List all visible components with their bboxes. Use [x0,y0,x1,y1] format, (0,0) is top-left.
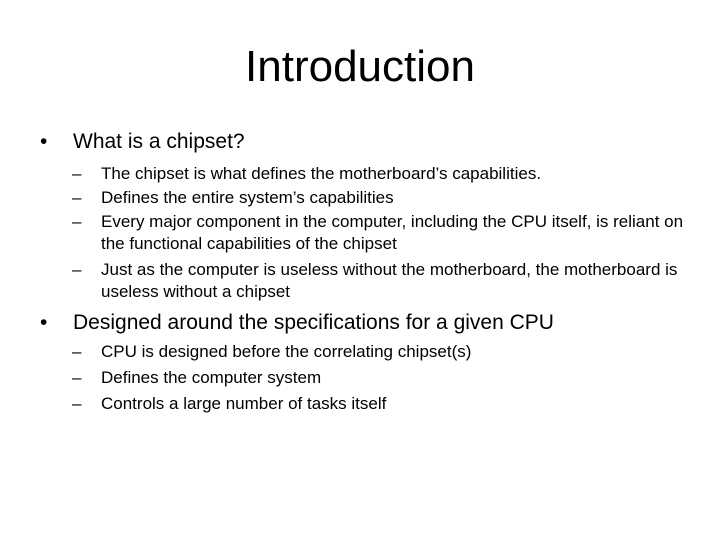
sub-bullet-text: Controls a large number of tasks itself [101,394,387,413]
sub-bullet-marker: – [72,394,82,413]
sub-bullet-marker: – [72,260,82,279]
sub-bullet-text: Defines the entire system’s capabilities [101,188,394,207]
sub-bullet-marker: – [72,188,82,207]
bullet-marker: • [40,311,48,334]
sub-bullet-marker: – [72,164,82,183]
sub-bullet-text: Defines the computer system [101,368,322,387]
sub-bullet-text: Just as the computer is useless without the motherboard, the motherboard is useless without a chipset [101,260,678,301]
sub-bullet-marker: – [72,212,82,231]
slide-title: Introduction [245,42,475,91]
sub-bullet-text: The chipset is what defines the motherboard’s capabilities. [101,164,542,183]
sub-bullet-text: CPU is designed before the correlating chipset(s) [101,342,472,361]
bullet-marker: • [40,130,48,153]
sub-bullet-marker: – [72,368,82,387]
bullet-text: What is a chipset? [73,130,245,153]
sub-bullet-marker: – [72,342,82,361]
bullet-text: Designed around the specifications for a given CPU [73,311,554,334]
sub-bullet-text: Every major component in the computer, including the CPU itself, is reliant on the functional capabilities of the chipset [101,212,684,253]
